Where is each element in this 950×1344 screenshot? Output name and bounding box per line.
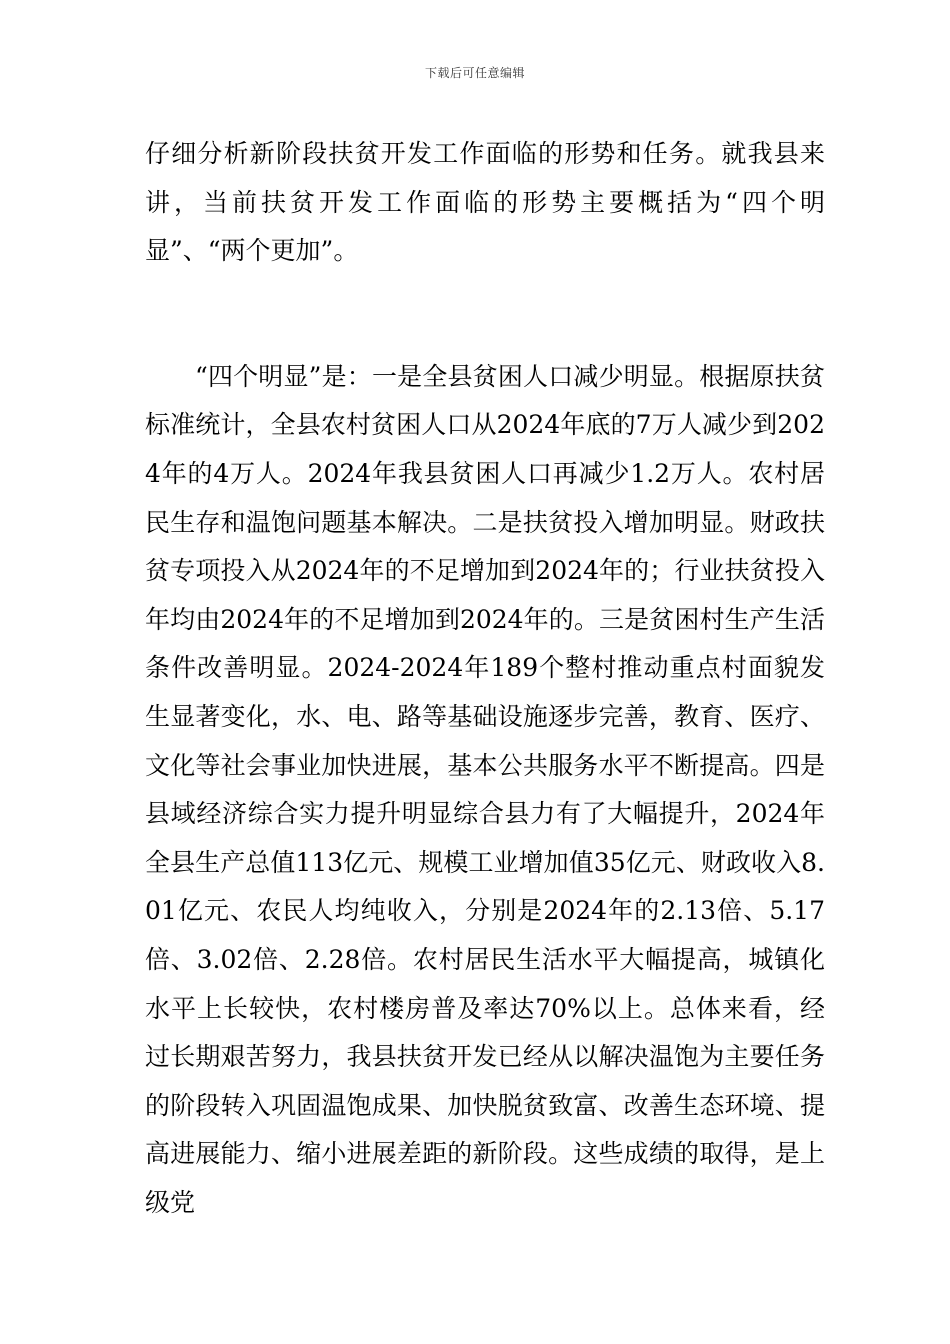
paragraph-intro: 仔细分析新阶段扶贫开发工作面临的形势和任务。就我县来讲，当前扶贫开发工作面临的形势主要概括为“四个明显”、“两个更加”。 [145, 139, 825, 266]
paragraph-four-obvious: “四个明显”是：一是全县贫困人口减少明显。根据原扶贫标准统计，全县农村贫困人口从2024年底的7万人减少到2024年的4万人。2024年我县贫困人口再减少1.2万人。农村居民生存和温饱问题基本解决。二是扶贫投入增加明显。财政扶贫专项投入从2024年的不足增加到2024年的；行业扶贫投入年均由2024年的不足增加到2024年的。三是贫困村生产生活条件改善明显。2024-2024年189个整村推动重点村面貌发生显著变化，水、电、路等基础设施逐步完善，教育、医疗、文化等社会事业加快进展，基本公共服务水平不断提高。四是县域经济综合实力提升明显综合县力有了大幅提升，2024年全县生产总值113亿元、规模工业增加值35亿元、财政收入8.01亿元、农民人均纯收入，分别是2024年的2.13倍、5.17倍、3.02倍、2.28倍。农村居民生活水平大幅提高，城镇化水平上长较快，农村楼房普及率达70%以上。总体来看，经过长期艰苦努力，我县扶贫开发已经从以解决温饱为主要任务的阶段转入巩固温饱成果、加快脱贫致富、改善生态环境、提高进展能力、缩小进展差距的新阶段。这些成绩的取得，是上级党 [145, 361, 825, 1217]
page-header: 下载后可任意编辑 [424, 66, 525, 80]
document-body [145, 130, 825, 1227]
